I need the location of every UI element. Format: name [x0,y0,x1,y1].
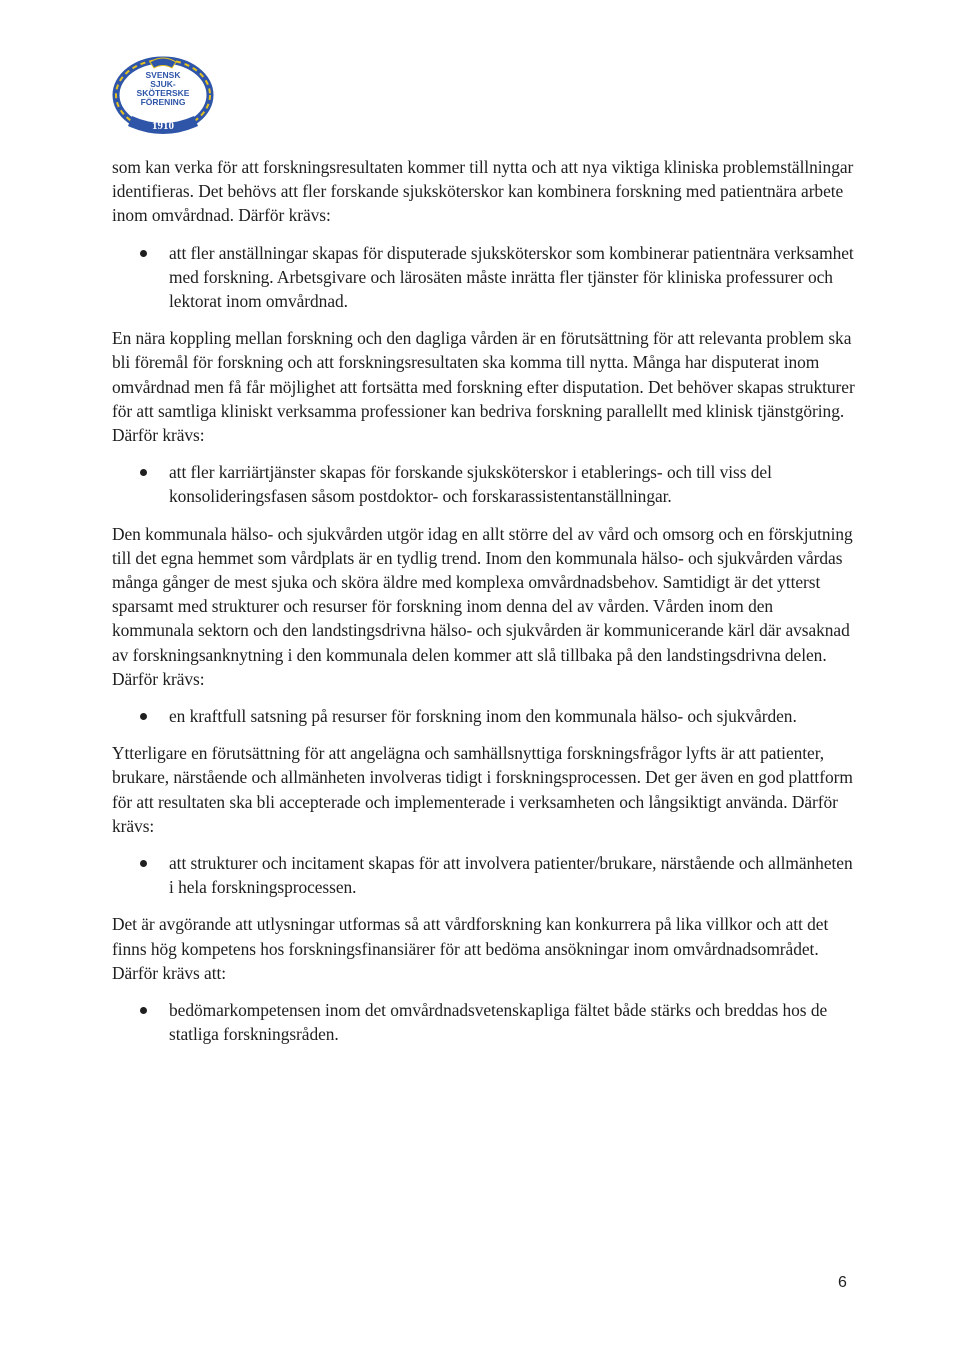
page-number: 6 [838,1274,847,1291]
list-item [112,998,857,1046]
bullet-list-1 [112,241,857,314]
logo-line-1: SVENSK [145,70,181,80]
bullet-text-3: en kraftfull satsning på resurser för forskning inom den kommunala hälso- och sjukvården. [169,706,797,727]
paragraph-3: Den kommunala hälso- och sjukvården utgör idag en allt större del av vård och omsorg och en förskjutning till det egna hemmet som vårdplats är en tydlig trend. Inom den kommunala hälso- och sjukvården vårdas många gånger de mest sjuka och sköra äldre med komplexa omvårdnadsbehov. Samtidigt är det ytterst sparsamt med strukturer och resurser för forskning inom denna del av vården. Vården inom den kommunala sektorn och den landstingsdrivna hälso- och sjukvården är kommunicerande kärl där avsaknad av forskningsanknytning i den kommunala delen kommer att slå tillbaka på den landstingsdrivna delen. Därför krävs: [112,523,853,689]
bullet-list-5 [112,998,857,1046]
bullet-text-5: bedömarkompetensen inom det omvårdnadsvetenskapliga fältet både stärks och breddas hos de statliga forskningsråden. [169,1000,828,1045]
logo-crest [150,58,176,68]
paragraph-2: En nära koppling mellan forskning och den dagliga vården är en förutsättning för att relevanta problem ska bli föremål för forskning och att forskningsresultaten ska komma till nytta. Många har disputerat inom omvårdnad men få får möjlighet att fortsätta med forskning efter disputation. Det behöver skapas strukturer för att samtliga kliniskt verksamma professioner kan bedriva forskning parallellt med klinisk tjänstgöring. Därför krävs: [112,328,855,446]
bullet-text-2: att fler karriärtjänster skapas för forskande sjuksköterskor i etablerings- och till viss del konsolideringsfasen såsom postdoktor- och forskarassistentanställningar. [169,462,772,507]
list-item [112,460,857,508]
logo-line-3: SKÖTERSKE [136,88,190,98]
list-item [112,851,857,899]
list-item [112,704,857,728]
bullet-icon [140,469,147,476]
bullet-icon [140,860,147,867]
logo-line-2: SJUK- [150,79,176,89]
organization-logo [110,54,216,136]
bullet-list-2 [112,460,857,508]
logo-year: 1910 [152,120,174,132]
document-body [112,155,857,1047]
logo-line-4: FÖRENING [140,97,186,107]
paragraph-4: Ytterligare en förutsättning för att angelägna och samhällsnyttiga forskningsfrågor lyfts är att patienter, brukare, närstående och allmänheten involveras tidigt i forskningsprocessen. Det ger även en god plattform för att resultaten ska bli accepterade och implementerade i verksamheten och långsiktigt använda. Därför krävs: [112,743,853,836]
bullet-icon [140,1007,147,1014]
bullet-icon [140,713,147,720]
bullet-list-4 [112,851,857,899]
paragraph-5: Det är avgörande att utlysningar utformas så att vårdforskning kan konkurrera på lika villkor och att det finns hög kompetens hos forskningsfinansiärer för att bedöma ansökningar inom omvårdnadsområdet. Därför krävs att: [112,914,829,983]
bullet-text-4: att strukturer och incitament skapas för att involvera patienter/brukare, närstående och allmänheten i hela forskningsprocessen. [169,853,853,898]
bullet-icon [140,250,147,257]
bullet-list-3 [112,704,857,728]
paragraph-1: som kan verka för att forskningsresultaten kommer till nytta och att nya viktiga kliniska problemställningar identifieras. Det behövs att fler forskande sjuksköterskor kan kombinera forskning med patientnära arbete inom omvårdnad. Därför krävs: [112,157,854,226]
list-item [112,241,857,314]
bullet-text-1: att fler anställningar skapas för disputerade sjuksköterskor som kombinerar patientnära verksamhet med forskning. Arbetsgivare och lärosäten måste inrätta fler tjänster för kliniska professurer och lektorat inom omvårdnad. [169,242,854,312]
